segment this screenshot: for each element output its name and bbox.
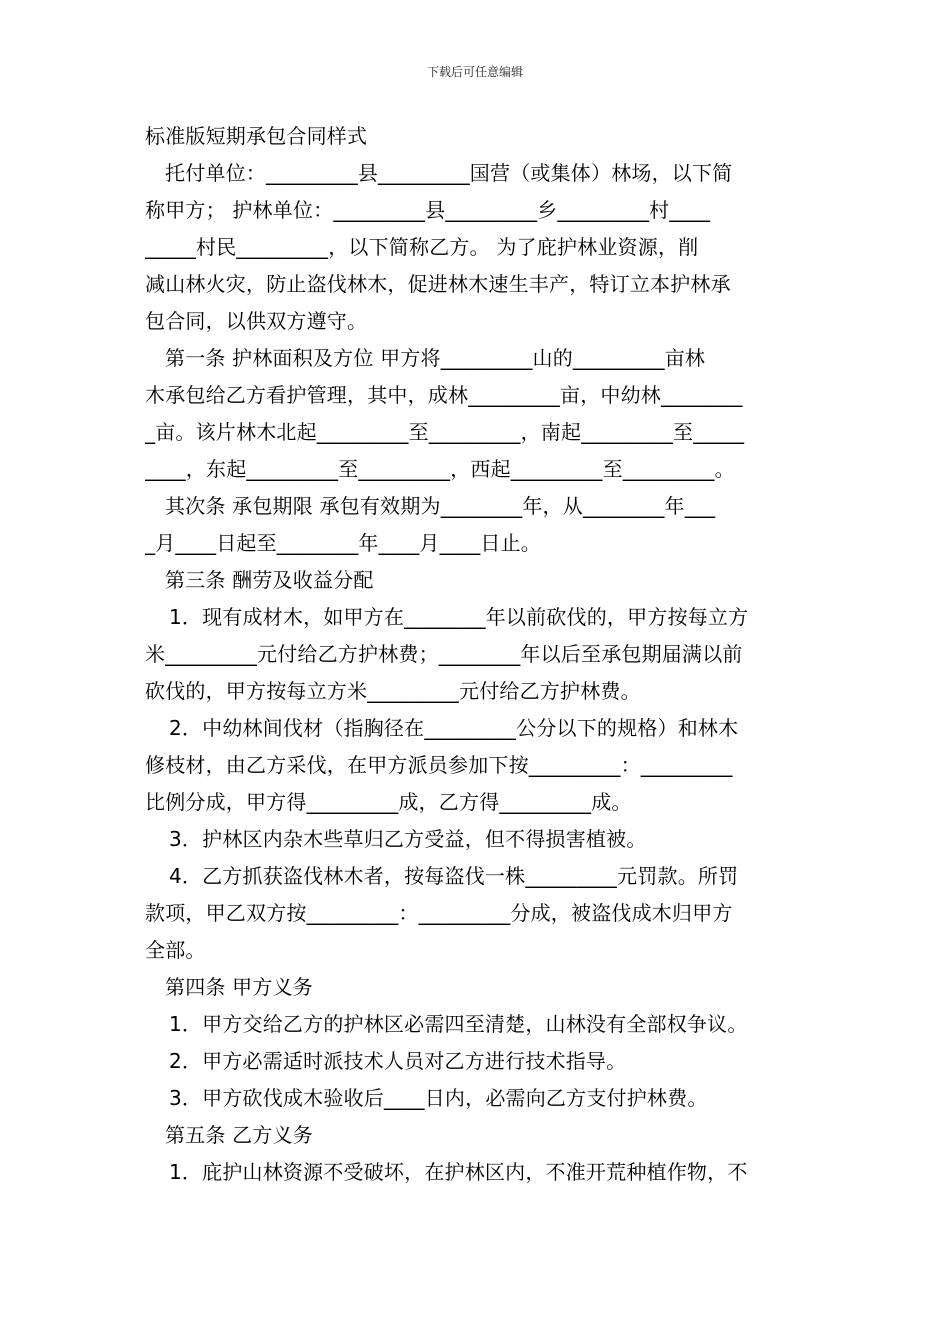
clause-line: 3．护林区内杂木些草归乙方受益，但不得损害植被。: [169, 827, 647, 851]
clause-line: 2．中幼林间伐材（指胸径在_________公分以下的规格）和林木: [169, 716, 739, 740]
clause-line: 1．甲方交给乙方的护林区必需四至清楚，山林没有全部权争议。: [169, 1012, 748, 1036]
article-heading-5: 第五条 乙方义务: [165, 1123, 313, 1147]
paragraph-line: 减山林火灾，防止盗伐林木，促进林木速生丰产，特订立本护林承: [145, 272, 731, 296]
article-heading-4: 第四条 甲方义务: [165, 975, 313, 999]
paragraph-line: 包合同，以供双方遵守。: [145, 309, 368, 333]
paragraph-line: 称甲方； 护林单位：_________县_________乡_________村____: [145, 198, 711, 222]
clause-line: 1．庇护山林资源不受破坏，在护林区内，不准开荒种植作物，不: [169, 1160, 748, 1184]
document-body: [145, 118, 807, 1191]
paragraph-line: 比例分成，甲方得_________成，乙方得_________成。: [145, 790, 632, 814]
paragraph-line: _____村民_________，以下简称乙方。 为了庇护林业资源，削: [145, 235, 699, 259]
paragraph-line: 全部。: [145, 938, 206, 962]
paragraph-line: ____，东起_________至_________，西起_________至_________。: [145, 457, 735, 481]
article-heading-3: 第三条 酬劳及收益分配: [165, 568, 374, 592]
clause-line: 4．乙方抓获盗伐林木者，按每盗伐一株_________元罚款。所罚: [169, 864, 739, 888]
paragraph-line: 款项，甲乙双方按_________：_________分成，被盗伐成木归甲方: [145, 901, 733, 925]
clause-line: 3．甲方砍伐成木验收后____日内，必需向乙方支付护林费。: [169, 1086, 708, 1110]
paragraph-line: 木承包给乙方看护管理，其中，成林_________亩，中幼林________: [145, 383, 743, 407]
paragraph-line: _月____日起至________年____月____日止。: [145, 531, 541, 555]
paragraph-line: _亩。该片林木北起_________至_________，南起_________至_____: [145, 420, 745, 444]
page-header: 下载后可任意编辑: [426, 65, 523, 79]
paragraph-line: 修枝材，由乙方采伐，在甲方派员参加下按_________：_________: [145, 753, 733, 777]
clause-line: 1．现有成材木，如甲方在________年以前砍伐的，甲方按每立方: [169, 605, 749, 629]
paragraph-line: 砍伐的，甲方按每立方米_________元付给乙方护林费。: [145, 679, 641, 703]
paragraph-line: 米_________元付给乙方护林费；________年以后至承包期届满以前: [145, 642, 743, 666]
article-heading-2: 其次条 承包期限 承包有效期为________年，从________年___: [165, 494, 716, 518]
clause-line: 2．甲方必需适时派技术人员对乙方进行技术指导。: [169, 1049, 627, 1073]
paragraph-line: 托付单位：_________县_________国营（或集体）林场，以下简: [165, 161, 733, 185]
article-heading-1: 第一条 护林面积及方位 甲方将_________山的_________亩林: [165, 346, 706, 370]
document-title: 标准版短期承包合同样式: [145, 124, 368, 148]
